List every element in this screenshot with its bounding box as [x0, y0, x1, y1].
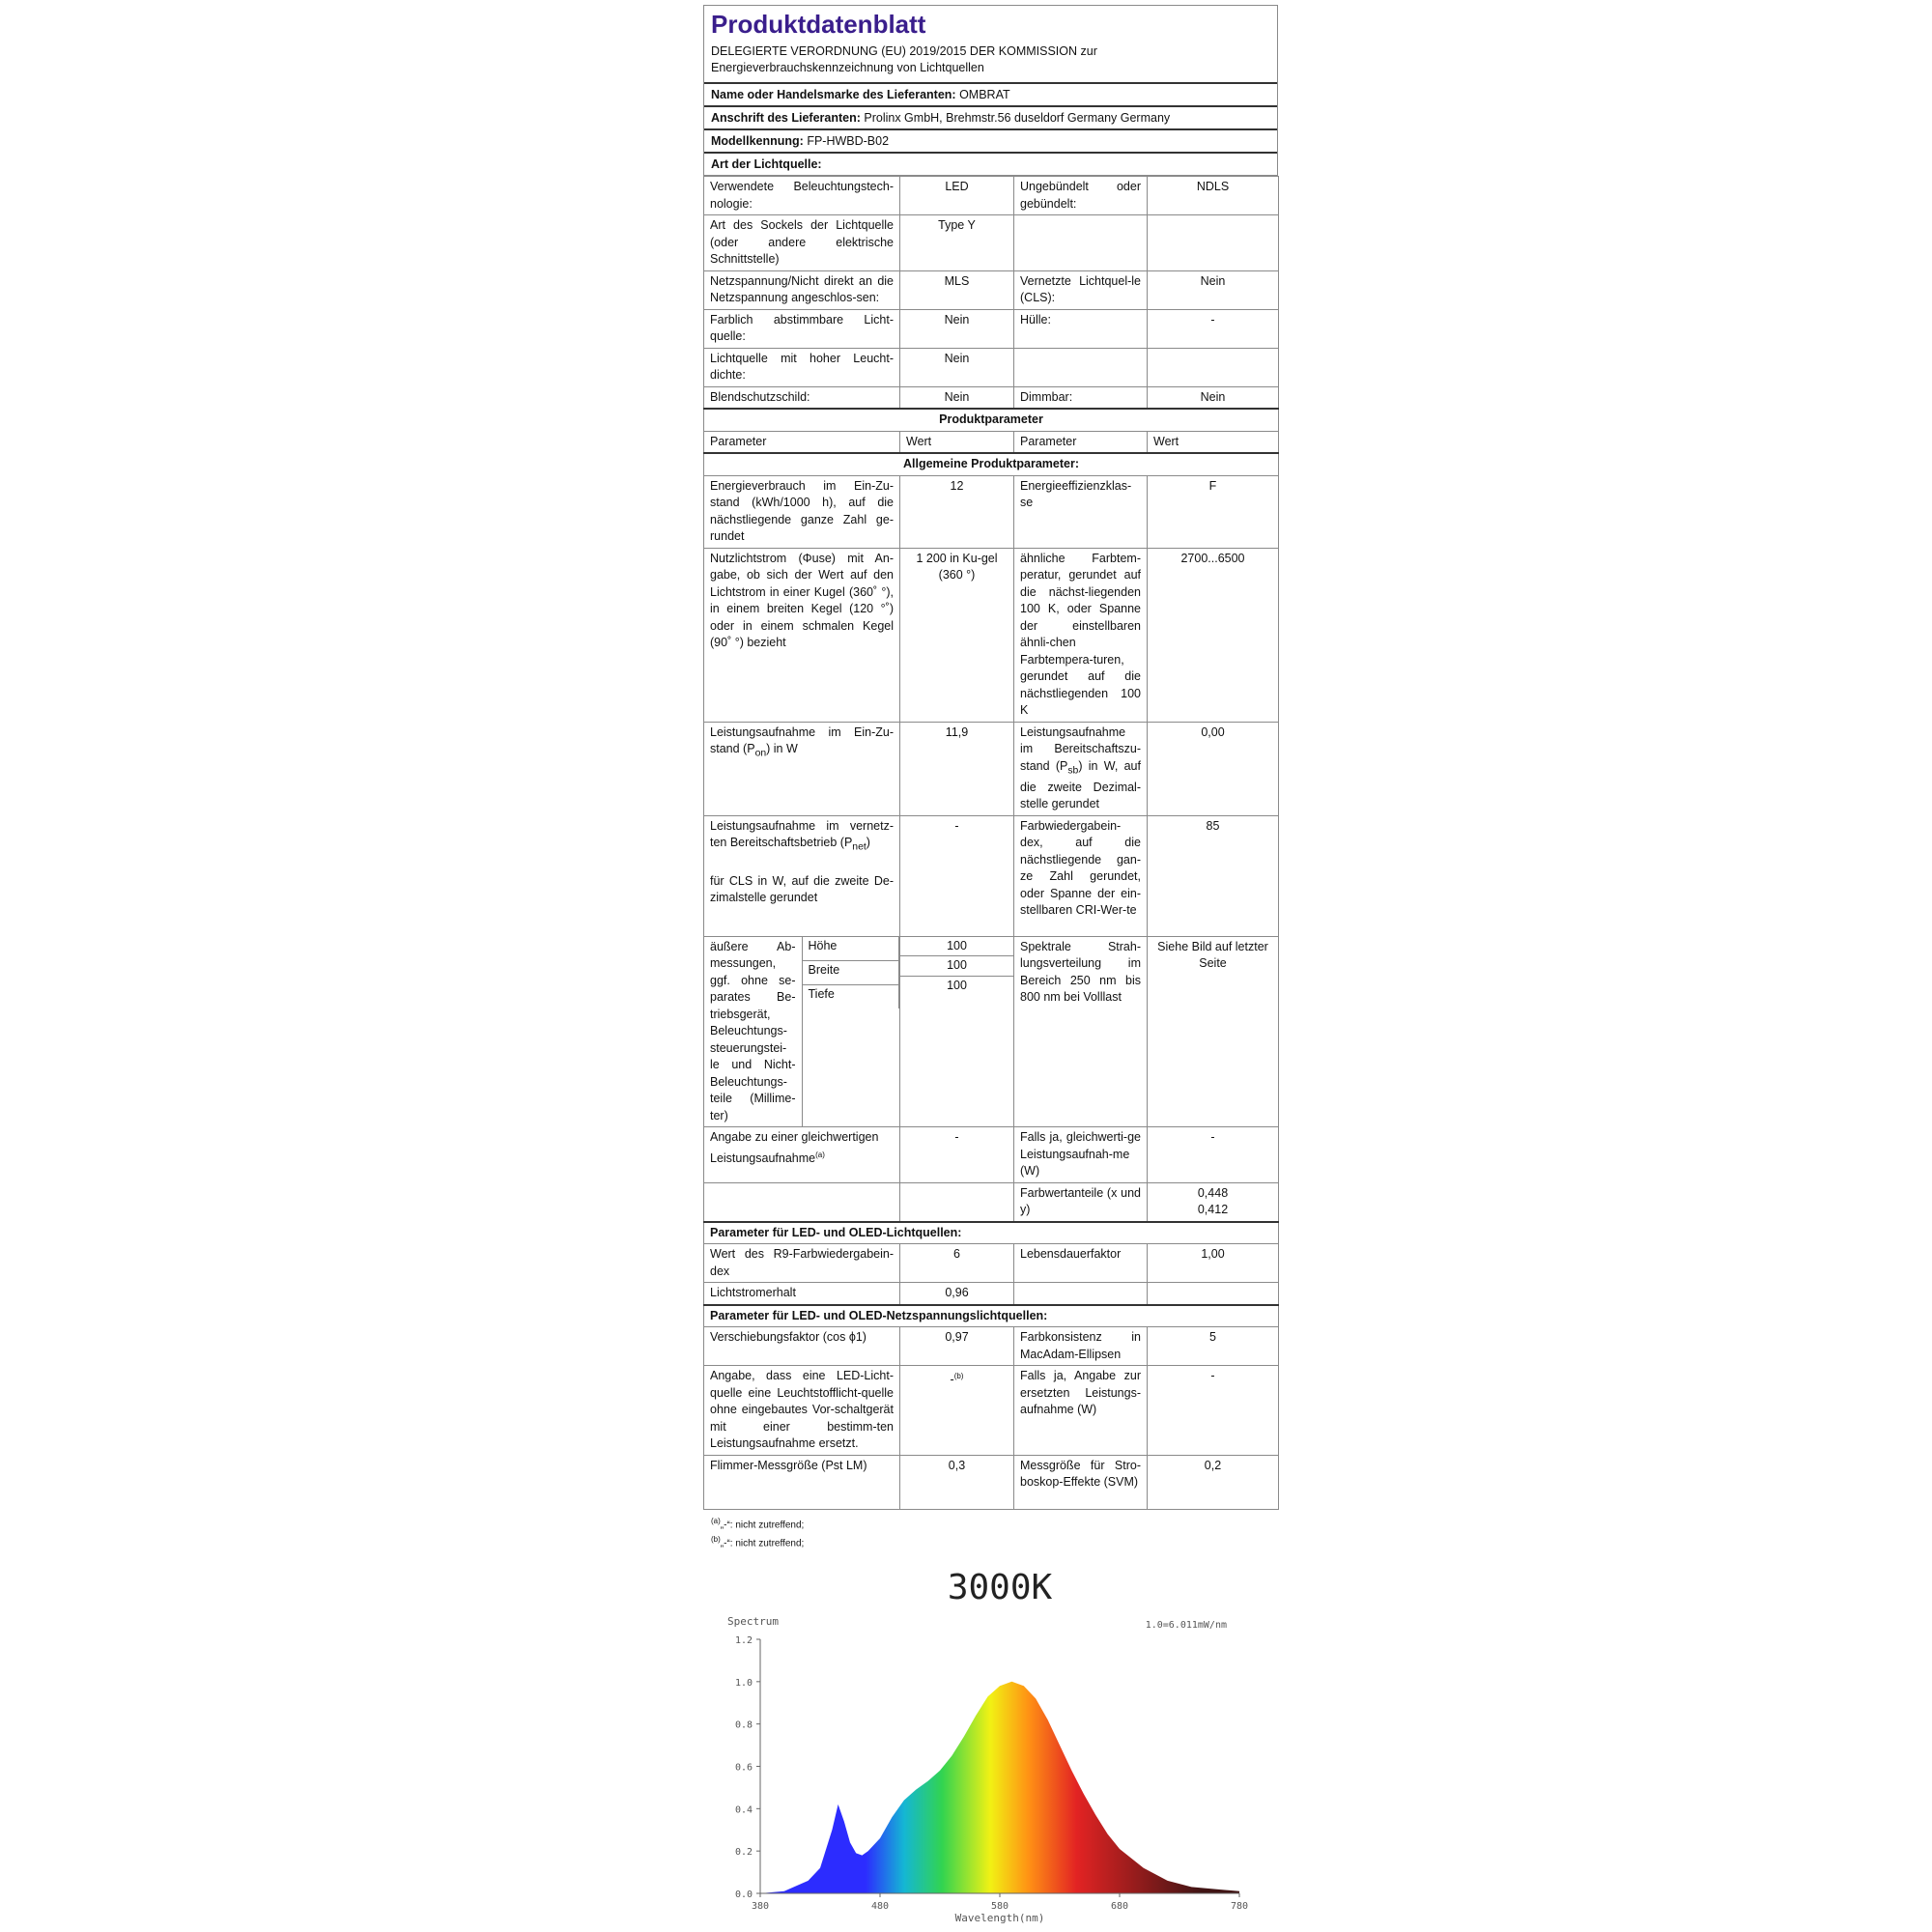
standby-power-value: 0,00	[1148, 722, 1279, 815]
dimension-width-value: 100	[900, 956, 1013, 977]
footnotes	[703, 1514, 1278, 1551]
on-mode-power-subscript: on	[754, 748, 767, 759]
dimension-height-label: Höhe	[802, 937, 899, 961]
y-tick-label: 0.6	[734, 1762, 753, 1774]
flicker-metric-label: Flimmer-Messgröße (Pst LM)	[704, 1455, 900, 1509]
chart-annotation: 1.0=6.011mW/nm	[1145, 1620, 1227, 1631]
standby-power-text: Leistungsaufnahme im Bereitschaftszu-stand (P	[1020, 724, 1141, 773]
standby-power-label	[1014, 722, 1148, 815]
chromaticity-label: Farbwertanteile (x und y)	[1014, 1182, 1148, 1222]
stroboscopic-metric-value: 0,2	[1148, 1455, 1279, 1509]
lifetime-factor-label: Lebensdauerfaktor	[1014, 1244, 1148, 1283]
equivalent-power-text: Angabe zu einer gleichwertigen Leistungsaufnahme	[710, 1130, 879, 1165]
model-label: Modellkennung:	[711, 134, 804, 148]
replaced-power-value: -	[1148, 1366, 1279, 1456]
lumen-maintenance-value: 0,96	[900, 1283, 1014, 1305]
light-type-row	[704, 152, 1277, 175]
footnote-a-text: „-“: nicht zutreffend;	[720, 1519, 805, 1530]
luminous-flux-value: 1 200 in Ku-gel (360 °)	[900, 548, 1014, 722]
r9-label: Wert des R9-Farbwiedergabein-dex	[704, 1244, 900, 1283]
dimensions-spacer	[802, 1009, 899, 1126]
networked-standby-close: )	[866, 836, 870, 849]
dimensions-cell	[704, 936, 900, 1127]
light-type-label: Art der Lichtquelle:	[711, 157, 822, 171]
x-tick-label: 480	[870, 1901, 890, 1912]
fluorescent-replacement-label: Angabe, dass eine LED-Licht-quelle eine Leuchtstofflicht-quelle ohne eingebautes Vor-schaltgerät mit einer bestimm-ten Leistungsaufnahme ersetzt.	[704, 1366, 900, 1456]
dimensions-values-cell	[900, 936, 1014, 1127]
column-header-value: Wert	[900, 431, 1014, 453]
column-header-value: Wert	[1148, 431, 1279, 453]
x-tick-label: 580	[990, 1901, 1009, 1912]
light-type-param-label: Ungebündelt oder gebündelt:	[1014, 177, 1148, 215]
empty-cell	[1014, 1283, 1148, 1305]
light-type-param-label: Art des Sockels der Lichtquelle (oder andere elektrische Schnittstelle)	[704, 215, 900, 271]
y-tick-label: 1.2	[734, 1635, 753, 1646]
sheet-header	[703, 5, 1278, 176]
supplier-address-label: Anschrift des Lieferanten:	[711, 111, 861, 125]
light-type-param-label: Dimmbar:	[1014, 386, 1148, 409]
r9-value: 6	[900, 1244, 1014, 1283]
light-type-param-value: Nein	[1148, 270, 1279, 309]
light-type-param-value: LED	[900, 177, 1014, 215]
equivalent-power-value: -	[900, 1127, 1014, 1183]
regulation-reference	[704, 42, 1277, 82]
light-type-param-label: Lichtquelle mit hoher Leucht-dichte:	[704, 348, 900, 386]
fluorescent-replacement-footnote-mark: (b)	[953, 1372, 964, 1380]
equivalent-power-watts-label: Falls ja, gleichwerti-ge Leistungsaufnah-me (W)	[1014, 1127, 1148, 1183]
y-tick-label: 0.8	[734, 1719, 753, 1731]
light-type-param-value: Nein	[1148, 386, 1279, 409]
light-type-param-label: Verwendete Beleuchtungstech-nologie:	[704, 177, 900, 215]
x-tick-label: 380	[751, 1901, 770, 1912]
supplier-name-value: OMBRAT	[959, 88, 1010, 101]
product-parameters-title: Produktparameter	[704, 409, 1279, 431]
light-type-param-label	[1014, 215, 1148, 271]
fluorescent-replacement-value	[900, 1366, 1014, 1456]
light-type-row	[704, 270, 1279, 309]
dimensions-values	[900, 937, 1013, 996]
footnote-a-mark: (a)	[711, 1516, 721, 1525]
cri-label: Farbwiedergabein-dex, auf die nächstliegende gan-ze Zahl gerundet, oder Spanne der ein-stellbaren CRI-Wer-te	[1014, 815, 1148, 936]
networked-standby-subscript: net	[852, 841, 867, 853]
on-mode-power-text: Leistungsaufnahme im Ein-Zu-stand (P	[710, 724, 894, 755]
chromaticity-y: 0,412	[1197, 1203, 1229, 1216]
light-type-param-value: -	[1148, 309, 1279, 348]
model-row	[704, 128, 1277, 152]
light-type-param-label: Blendschutzschild:	[704, 386, 900, 409]
on-mode-power-value: 11,9	[900, 722, 1014, 815]
column-header-parameter: Parameter	[704, 431, 900, 453]
y-axis-label: Spectrum	[727, 1615, 779, 1628]
on-mode-power-label	[704, 722, 900, 815]
light-type-param-value: Type Y	[900, 215, 1014, 271]
light-type-param-value	[1148, 215, 1279, 271]
supplier-name-label: Name oder Handelsmarke des Lieferanten:	[711, 88, 956, 101]
dimensions-label: äußere Ab-messungen, ggf. ohne se-parates Be-triebsgerät, Beleuchtungs-steuerungstei-le und Nicht-Beleuchtungs-teile (Millime-ter)	[704, 937, 802, 1127]
light-type-param-value: Nein	[900, 309, 1014, 348]
light-type-row	[704, 309, 1279, 348]
light-type-param-label: Vernetzte Lichtquel-le (CLS):	[1014, 270, 1148, 309]
dimension-depth-value: 100	[947, 978, 967, 992]
x-tick-label: 680	[1110, 1901, 1129, 1912]
plot-area	[735, 1635, 1248, 1912]
dimensions-table	[704, 937, 899, 1127]
spectral-distribution-value: Siehe Bild auf letzter Seite	[1148, 936, 1279, 1127]
light-type-param-value	[1148, 348, 1279, 386]
empty-cell	[704, 1182, 900, 1222]
y-tick-label: 1.0	[734, 1677, 753, 1689]
equivalent-power-watts-value: -	[1148, 1127, 1279, 1183]
spectral-distribution-label: Spektrale Strah-lungsverteilung im Bereich 250 nm bis 800 nm bei Volllast	[1014, 936, 1148, 1127]
empty-cell	[1148, 1283, 1279, 1305]
luminous-flux-label: Nutzlichtstrom (Φuse) mit An-gabe, ob sich der Wert auf den Lichtstrom in einer Kugel (360˚ °), in einem breiten Kegel (120 °˚) oder in einem schmalen Kegel (90˚ °) bezieht	[704, 548, 900, 722]
empty-cell	[900, 1182, 1014, 1222]
regulation-line-2: Energieverbrauchskennzeichnung von Lichtquellen	[711, 61, 984, 74]
networked-standby-value: -	[900, 815, 1014, 936]
equivalent-power-footnote-mark: (a)	[815, 1150, 825, 1159]
model-value: FP-HWBD-B02	[807, 134, 890, 148]
mains-parameters-title: Parameter für LED- und OLED-Netzspannungslichtquellen:	[704, 1305, 1279, 1327]
chromaticity-x: 0,448	[1197, 1185, 1229, 1200]
light-type-param-label: Netzspannung/Nicht direkt an die Netzspannung angeschlos-sen:	[704, 270, 900, 309]
y-tick-label: 0.2	[734, 1847, 753, 1859]
spectrum-chart	[710, 1560, 1270, 1927]
light-type-param-label: Hülle:	[1014, 309, 1148, 348]
stroboscopic-metric-label: Messgröße für Stro-boskop-Effekte (SVM)	[1014, 1455, 1148, 1509]
cct-label: ähnliche Farbtem-peratur, gerundet auf die nächst-liegenden 100 K, oder Spanne der einstellbaren ähnli-chen Farbtempera-turen, gerundet auf die nächstliegenden 100 K	[1014, 548, 1148, 722]
product-data-sheet	[703, 5, 1278, 1550]
energy-class-label: Energieeffizienzklas-se	[1014, 475, 1148, 548]
light-type-row	[704, 177, 1279, 215]
cct-value: 2700...6500	[1148, 548, 1279, 722]
footnote-a	[711, 1514, 1278, 1532]
displacement-factor-label: Verschiebungsfaktor (cos ϕ1)	[704, 1327, 900, 1366]
displacement-factor-value: 0,97	[900, 1327, 1014, 1366]
light-type-param-value: Nein	[900, 348, 1014, 386]
color-consistency-label: Farbkonsistenz in MacAdam-Ellipsen	[1014, 1327, 1148, 1366]
fluorescent-replacement-dash: -	[950, 1373, 954, 1387]
on-mode-power-unit: ) in W	[766, 742, 798, 755]
light-type-row	[704, 348, 1279, 386]
chromaticity-values	[1148, 1182, 1279, 1222]
light-type-table	[704, 177, 1279, 410]
regulation-line-1: DELEGIERTE VERORDNUNG (EU) 2019/2015 DER KOMMISSION zur	[711, 44, 1097, 58]
energy-consumption-value: 12	[900, 475, 1014, 548]
y-tick-label: 0.4	[734, 1804, 753, 1816]
supplier-name-row	[704, 82, 1277, 105]
lumen-maintenance-label: Lichtstromerhalt	[704, 1283, 900, 1305]
light-type-param-value: NDLS	[1148, 177, 1279, 215]
x-tick-label: 780	[1230, 1901, 1249, 1912]
light-type-param-value: MLS	[900, 270, 1014, 309]
footnote-b-text: „-“: nicht zutreffend;	[720, 1538, 805, 1549]
dimension-height-value: 100	[900, 937, 1013, 956]
dimension-width-label: Breite	[802, 960, 899, 984]
light-type-param-label	[1014, 348, 1148, 386]
flicker-metric-value: 0,3	[900, 1455, 1014, 1509]
column-header-parameter: Parameter	[1014, 431, 1148, 453]
dimension-depth-label: Tiefe	[802, 984, 899, 1009]
light-type-param-label: Farblich abstimmbare Licht-quelle:	[704, 309, 900, 348]
page-title: Produktdatenblatt	[711, 10, 926, 39]
networked-standby-unit: für CLS in W, auf die zweite De-zimalstelle gerundet	[710, 873, 894, 904]
energy-class-value: F	[1148, 475, 1279, 548]
y-tick-label: 0.0	[734, 1889, 753, 1900]
color-consistency-value: 5	[1148, 1327, 1279, 1366]
lifetime-factor-value: 1,00	[1148, 1244, 1279, 1283]
x-axis-label: Wavelength(nm)	[954, 1912, 1045, 1924]
networked-standby-text: Leistungsaufnahme im vernetz-ten Bereitschaftsbetrieb (P	[710, 818, 894, 849]
led-parameters-title: Parameter für LED- und OLED-Lichtquellen:	[704, 1222, 1279, 1244]
standby-power-subscript: sb	[1067, 765, 1079, 776]
light-type-row	[704, 215, 1279, 271]
general-parameters-title: Allgemeine Produktparameter:	[704, 453, 1279, 475]
light-type-param-value: Nein	[900, 386, 1014, 409]
energy-consumption-label: Energieverbrauch im Ein-Zu-stand (kWh/1000 h), auf die nächstliegende ganze Zahl ge-rundet	[704, 475, 900, 548]
equivalent-power-label	[704, 1127, 900, 1183]
supplier-address-row	[704, 105, 1277, 128]
data-table	[703, 176, 1279, 1510]
cri-value: 85	[1148, 815, 1279, 936]
standby-power-unit: ) in W, auf die zweite Dezimal-stelle gerundet	[1020, 758, 1141, 810]
footnote-b	[711, 1532, 1278, 1550]
chart-title: 3000K	[947, 1568, 1053, 1607]
spectrum-area	[760, 1682, 1239, 1893]
light-type-row	[704, 386, 1279, 409]
replaced-power-label: Falls ja, Angabe zur ersetzten Leistungs-aufnahme (W)	[1014, 1366, 1148, 1456]
networked-standby-label	[704, 815, 900, 936]
supplier-address-value: Prolinx GmbH, Brehmstr.56 duseldorf Germany Germany	[864, 111, 1171, 125]
footnote-b-mark: (b)	[711, 1534, 721, 1544]
